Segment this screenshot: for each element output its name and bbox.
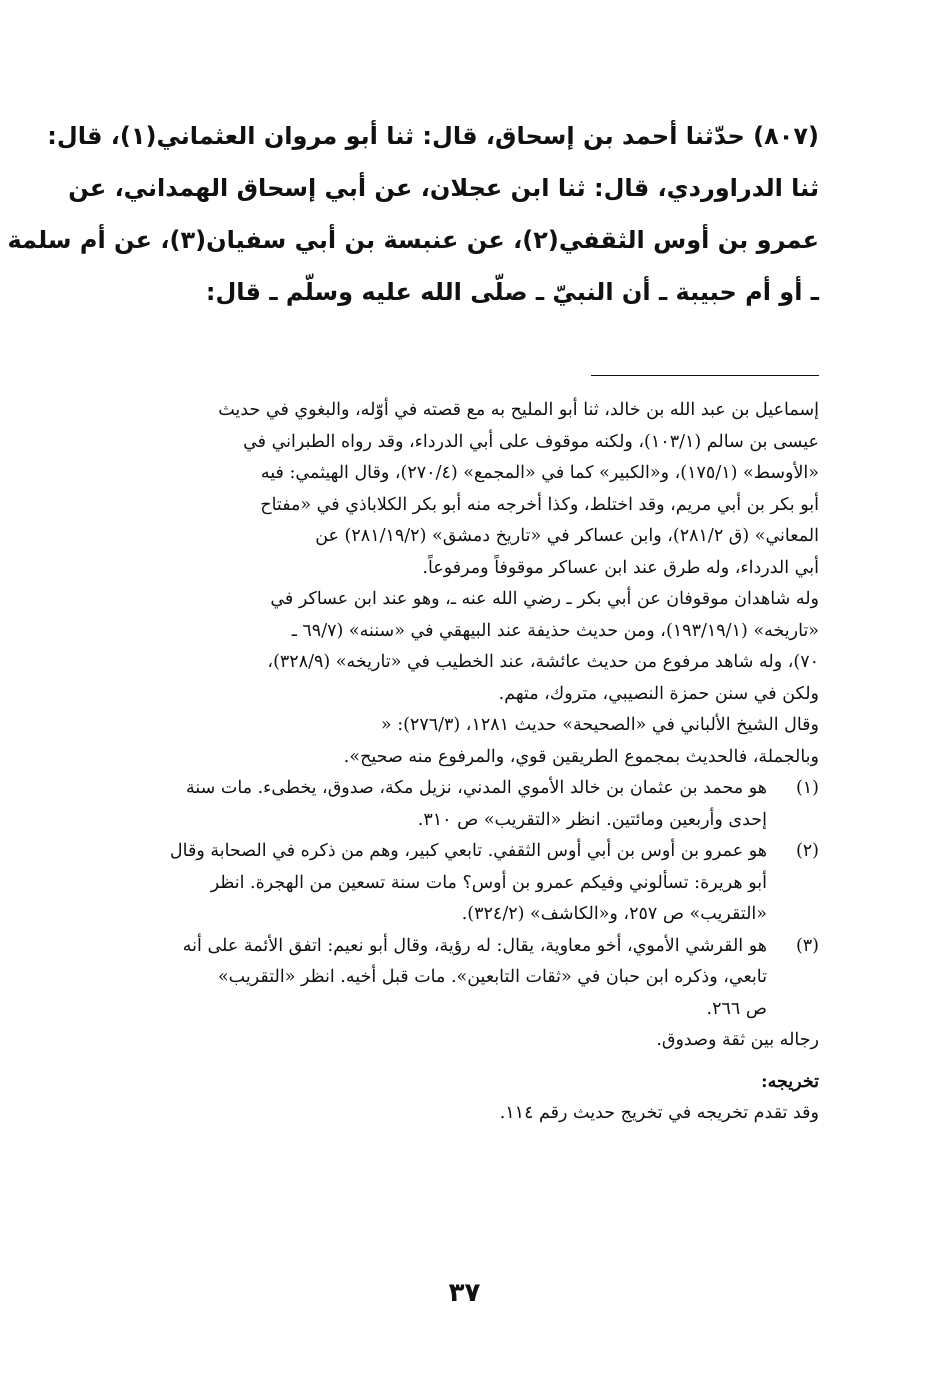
footnote-number: (١) (795, 778, 819, 798)
note-line: وبالجملة، فالحديث بمجموع الطريقين قوي، والمرفوع منه صحيح». (343, 746, 819, 767)
note-line: إحدى وأربعين ومائتين. انظر «التقريب» ص ٣١٠. (417, 809, 767, 830)
narrators-summary: رجاله بين ثقة وصدوق. (656, 1030, 819, 1050)
footnote-number: (٢) (795, 841, 819, 861)
note-line: «التقريب» ص ٢٥٧، و«الكاشف» (٣٢٤/٢). (461, 904, 767, 924)
note-line: «تاريخه» (١٩٣/١٩/١)، ومن حديث حذيفة عند البيهقي في «سننه» (٦٩/٧ ـ (291, 620, 819, 641)
footnote-2 (109, 836, 819, 931)
note-line: وله شاهدان موقوفان عن أبي بكر ـ رضي الله عنه ـ، وهو عند ابن عساكر في (270, 589, 819, 609)
hadith-line: ثنا الدراوردي، قال: ثنا ابن عجلان، عن أبي إسحاق الهمداني، عن (68, 174, 819, 202)
note-line: هو عمرو بن أوس بن أبي أوس الثقفي. تابعي كبير، وهم من ذكره في الصحابة وقال (169, 841, 767, 861)
note-line: أبو هريرة: تسألوني وفيكم عمرو بن أوس؟ مات سنة تسعين من الهجرة. انظر (210, 872, 767, 893)
note-line: عيسى بن سالم (١٠٣/١)، ولكنه موقوف على أبي الدرداء، وقد رواه الطبراني في (243, 431, 819, 452)
note-line: هو القرشي الأموي، أخو معاوية، يقال: له رؤية، وقال أبو نعيم: اتفق الأئمة على أنه (182, 935, 767, 956)
hadith-line: (٨٠٧) حدّثنا أحمد بن إسحاق، قال: ثنا أبو مروان العثماني(١)، قال: (47, 122, 819, 150)
hadith-line: ـ أو أم حبيبة ـ أن النبيّ ـ صلّى الله عليه وسلّم ـ قال: (205, 278, 819, 306)
note-line: إسماعيل بن عبد الله بن خالد، ثنا أبو المليح به مع قصته في أوّله، والبغوي في حديث (218, 400, 819, 420)
footnote-3 (109, 931, 819, 1026)
footnote-separator (591, 375, 819, 376)
note-line: «الأوسط» (١٧٥/١)، و«الكبير» كما في «المجمع» (٢٧٠/٤)، وقال الهيثمي: فيه (260, 463, 819, 483)
note-line: المعاني» (ق ٢٨١/٢)، وابن عساكر في «تاريخ دمشق» (٢٨١/١٩/٢) عن (315, 526, 819, 546)
note-line: تابعي، وذكره ابن حبان في «ثقات التابعين». مات قبل أخيه. انظر «التقريب» (217, 967, 767, 987)
takhrij-text: وقد تقدم تخريجه في تخريج حديث رقم ١١٤. (499, 1103, 819, 1123)
witnesses-paragraph (109, 584, 819, 710)
note-line: أبو بكر بن أبي مريم، وقد اختلط، وكذا أخرجه منه أبو بكر الكلاباذي في «مفتاح (260, 494, 819, 515)
note-line: هو محمد بن عثمان بن خالد الأموي المدني، نزيل مكة، صدوق، يخطىء. مات سنة (185, 778, 767, 798)
note-line: ٧٠)، وله شاهد مرفوع من حديث عائشة، عند الخطيب في «تاريخه» (٣٢٨/٩)، (267, 652, 819, 672)
footnote-number: (٣) (795, 935, 819, 956)
page-number: ٣٧ (448, 1278, 481, 1308)
footnote-1 (109, 773, 819, 836)
note-line: أبي الدرداء، وله طرق عند ابن عساكر موقوفاً ومرفوعاً. (422, 557, 819, 578)
footnotes-section (109, 395, 819, 1130)
hadith-text (7, 110, 819, 318)
hadith-line: عمرو بن أوس الثقفي(٢)، عن عنبسة بن أبي سفيان(٣)، عن أم سلمة (7, 226, 819, 254)
albani-paragraph (109, 710, 819, 773)
note-line: ولكن في سنن حمزة النصيبي، متروك، متهم. (498, 683, 819, 704)
note-line: وقال الشيخ الألباني في «الصحيحة» حديث ١٢٨١، (٢٧٦/٣): « (380, 715, 819, 735)
continued-footnote (109, 395, 819, 584)
takhrij-heading: تخريجه: (761, 1071, 819, 1092)
note-line: ص ٢٦٦. (706, 998, 767, 1019)
